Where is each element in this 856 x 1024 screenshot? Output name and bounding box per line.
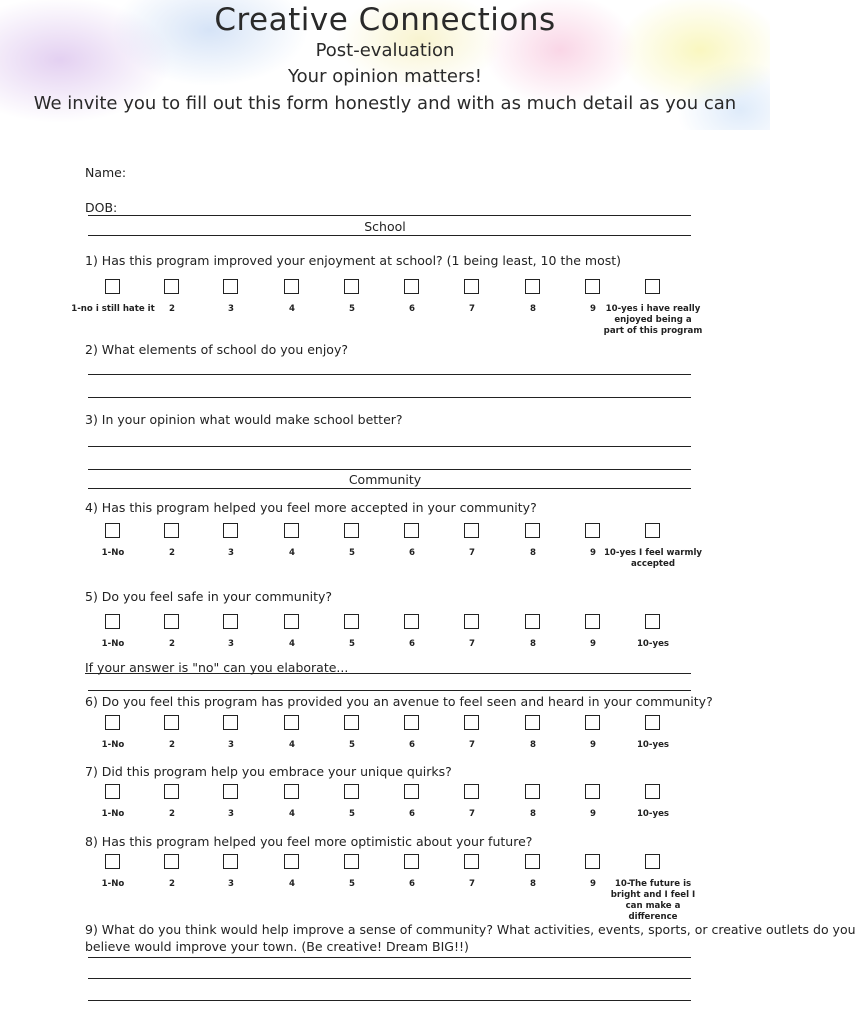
rating-checkbox-2[interactable] [164,715,179,730]
rating-label-7: 7 [469,740,475,750]
rating-label-8: 8 [530,639,536,649]
question-9-answer-line[interactable] [88,1000,691,1001]
rating-label-3: 3 [228,548,234,558]
rating-checkbox-9[interactable] [585,523,600,538]
rating-label-8: 8 [530,879,536,889]
rating-checkbox-9[interactable] [585,854,600,869]
rating-label-6: 6 [409,809,415,819]
rating-label-1: 1-no i still hate it [71,304,155,314]
rating-label-5: 5 [349,304,355,314]
rating-label-6: 6 [409,548,415,558]
rating-checkbox-4[interactable] [284,279,299,294]
rating-label-8: 8 [530,740,536,750]
rating-checkbox-7[interactable] [464,784,479,799]
question-9-answer-line[interactable] [88,978,691,979]
section-community-title: Community [348,472,422,487]
form-title: Creative Connections [214,2,556,38]
rating-checkbox-4[interactable] [284,715,299,730]
section-school-title: School [364,219,406,234]
rating-checkbox-9[interactable] [585,614,600,629]
rating-checkbox-3[interactable] [223,523,238,538]
rating-checkbox-3[interactable] [223,279,238,294]
rating-checkbox-7[interactable] [464,523,479,538]
section-school-rule [88,235,691,236]
rating-checkbox-8[interactable] [525,523,540,538]
rating-label-2: 2 [169,740,175,750]
rating-label-4: 4 [289,548,295,558]
rating-label-2: 2 [169,548,175,558]
rating-checkbox-10[interactable] [645,715,660,730]
rating-label-6: 6 [409,740,415,750]
question-3-answer-line[interactable] [88,469,691,470]
rating-checkbox-5[interactable] [344,279,359,294]
rating-label-5: 5 [349,639,355,649]
rating-checkbox-2[interactable] [164,614,179,629]
rating-checkbox-6[interactable] [404,523,419,538]
rating-label-4: 4 [289,639,295,649]
rating-label-4: 4 [289,809,295,819]
rating-label-10: 10-yes [636,740,670,750]
rating-checkbox-3[interactable] [223,784,238,799]
rating-label-1: 1-No [101,809,125,819]
question-5-text: 5) Do you feel safe in your community? [85,589,333,604]
question-2-answer-line[interactable] [88,397,691,398]
rating-checkbox-9[interactable] [585,784,600,799]
rating-checkbox-1[interactable] [105,523,120,538]
rating-checkbox-5[interactable] [344,523,359,538]
question-8-text: 8) Has this program helped you feel more optimistic about your future? [85,834,533,849]
rating-label-7: 7 [469,879,475,889]
rating-label-2: 2 [169,879,175,889]
question-5-followup-line[interactable] [88,690,691,691]
rating-label-3: 3 [228,740,234,750]
rating-checkbox-5[interactable] [344,715,359,730]
rating-label-9: 9 [590,548,596,558]
rating-label-1: 1-No [101,548,125,558]
form-instruction: We invite you to fill out this form honestly and with as much detail as you can [33,93,737,114]
rating-label-10: 10-yes [636,639,670,649]
rating-checkbox-8[interactable] [525,279,540,294]
rating-checkbox-3[interactable] [223,854,238,869]
rating-label-4: 4 [289,879,295,889]
form-tagline: Your opinion matters! [288,66,482,87]
rating-label-3: 3 [228,304,234,314]
question-3-answer-line[interactable] [88,446,691,447]
rating-checkbox-7[interactable] [464,715,479,730]
rating-label-9: 9 [590,639,596,649]
rating-label-1: 1-No [101,639,125,649]
rating-label-5: 5 [349,809,355,819]
rating-label-1: 1-No [101,879,125,889]
rating-checkbox-9[interactable] [585,279,600,294]
rating-checkbox-6[interactable] [404,614,419,629]
rating-label-4: 4 [289,304,295,314]
question-5-followup-line[interactable] [88,673,691,674]
rating-label-2: 2 [169,304,175,314]
rating-label-5: 5 [349,548,355,558]
rating-label-5: 5 [349,879,355,889]
question-5-followup-text: If your answer is "no" can you elaborate... [85,660,349,675]
rating-checkbox-7[interactable] [464,854,479,869]
rating-checkbox-10[interactable] [645,854,660,869]
rating-checkbox-8[interactable] [525,784,540,799]
dob-label: DOB: [85,200,118,215]
rating-checkbox-10[interactable] [645,279,660,294]
rating-label-9: 9 [590,809,596,819]
question-7-text: 7) Did this program help you embrace your unique quirks? [85,764,452,779]
rating-label-3: 3 [228,809,234,819]
rating-checkbox-1[interactable] [105,614,120,629]
rating-label-10: 10-yes I feel warmly accepted [603,548,703,569]
question-9-text-line-1: 9) What do you think would help improve a sense of community? What activities, events, sports, or creative outlets do you [85,922,856,937]
rating-label-9: 9 [590,879,596,889]
question-3-text: 3) In your opinion what would make school better? [85,412,403,427]
rating-checkbox-1[interactable] [105,854,120,869]
rating-label-2: 2 [169,809,175,819]
question-4-text: 4) Has this program helped you feel more accepted in your community? [85,500,537,515]
question-9-text-line-2: believe would improve your town. (Be creative! Dream BIG!!) [85,939,469,954]
rating-checkbox-5[interactable] [344,614,359,629]
section-community-rule [88,488,691,489]
rating-checkbox-10[interactable] [645,614,660,629]
rating-checkbox-4[interactable] [284,854,299,869]
question-1-text: 1) Has this program improved your enjoyment at school? (1 being least, 10 the most) [85,253,622,268]
rating-label-7: 7 [469,304,475,314]
rating-label-8: 8 [530,548,536,558]
rating-checkbox-8[interactable] [525,854,540,869]
rating-checkbox-4[interactable] [284,614,299,629]
rating-label-9: 9 [590,740,596,750]
rating-checkbox-8[interactable] [525,614,540,629]
rating-checkbox-5[interactable] [344,784,359,799]
question-9-answer-line[interactable] [88,957,691,958]
rating-checkbox-8[interactable] [525,715,540,730]
rating-checkbox-3[interactable] [223,614,238,629]
rating-checkbox-5[interactable] [344,854,359,869]
rating-checkbox-1[interactable] [105,784,120,799]
rating-checkbox-7[interactable] [464,614,479,629]
rating-label-10: 10-yes [636,809,670,819]
rating-checkbox-2[interactable] [164,279,179,294]
rating-label-8: 8 [530,304,536,314]
rating-label-1: 1-No [101,740,125,750]
rating-label-5: 5 [349,740,355,750]
rating-label-4: 4 [289,740,295,750]
rating-label-9: 9 [590,304,596,314]
rating-checkbox-6[interactable] [404,279,419,294]
form-subtitle: Post-evaluation [315,40,455,61]
rating-label-7: 7 [469,548,475,558]
rating-label-2: 2 [169,639,175,649]
rating-checkbox-2[interactable] [164,523,179,538]
rating-checkbox-10[interactable] [645,784,660,799]
rating-checkbox-1[interactable] [105,715,120,730]
rating-checkbox-6[interactable] [404,854,419,869]
question-6-text: 6) Do you feel this program has provided you an avenue to feel seen and heard in your community? [85,694,713,709]
rating-label-10: 10-yes i have really enjoyed being a part of this program [603,304,703,336]
rating-checkbox-9[interactable] [585,715,600,730]
dob-field-line[interactable] [88,215,691,216]
rating-label-7: 7 [469,639,475,649]
question-2-text: 2) What elements of school do you enjoy? [85,342,348,357]
rating-checkbox-4[interactable] [284,523,299,538]
rating-label-6: 6 [409,879,415,889]
rating-label-10: 10-The future is bright and I feel I can make a difference [610,879,696,922]
rating-checkbox-7[interactable] [464,279,479,294]
rating-checkbox-6[interactable] [404,715,419,730]
rating-label-6: 6 [409,639,415,649]
rating-label-6: 6 [409,304,415,314]
rating-label-3: 3 [228,879,234,889]
rating-checkbox-2[interactable] [164,784,179,799]
name-label: Name: [85,165,127,180]
rating-label-7: 7 [469,809,475,819]
rating-checkbox-10[interactable] [645,523,660,538]
rating-checkbox-4[interactable] [284,784,299,799]
rating-label-8: 8 [530,809,536,819]
rating-label-3: 3 [228,639,234,649]
question-2-answer-line[interactable] [88,374,691,375]
rating-checkbox-2[interactable] [164,854,179,869]
rating-checkbox-3[interactable] [223,715,238,730]
rating-checkbox-1[interactable] [105,279,120,294]
rating-checkbox-6[interactable] [404,784,419,799]
